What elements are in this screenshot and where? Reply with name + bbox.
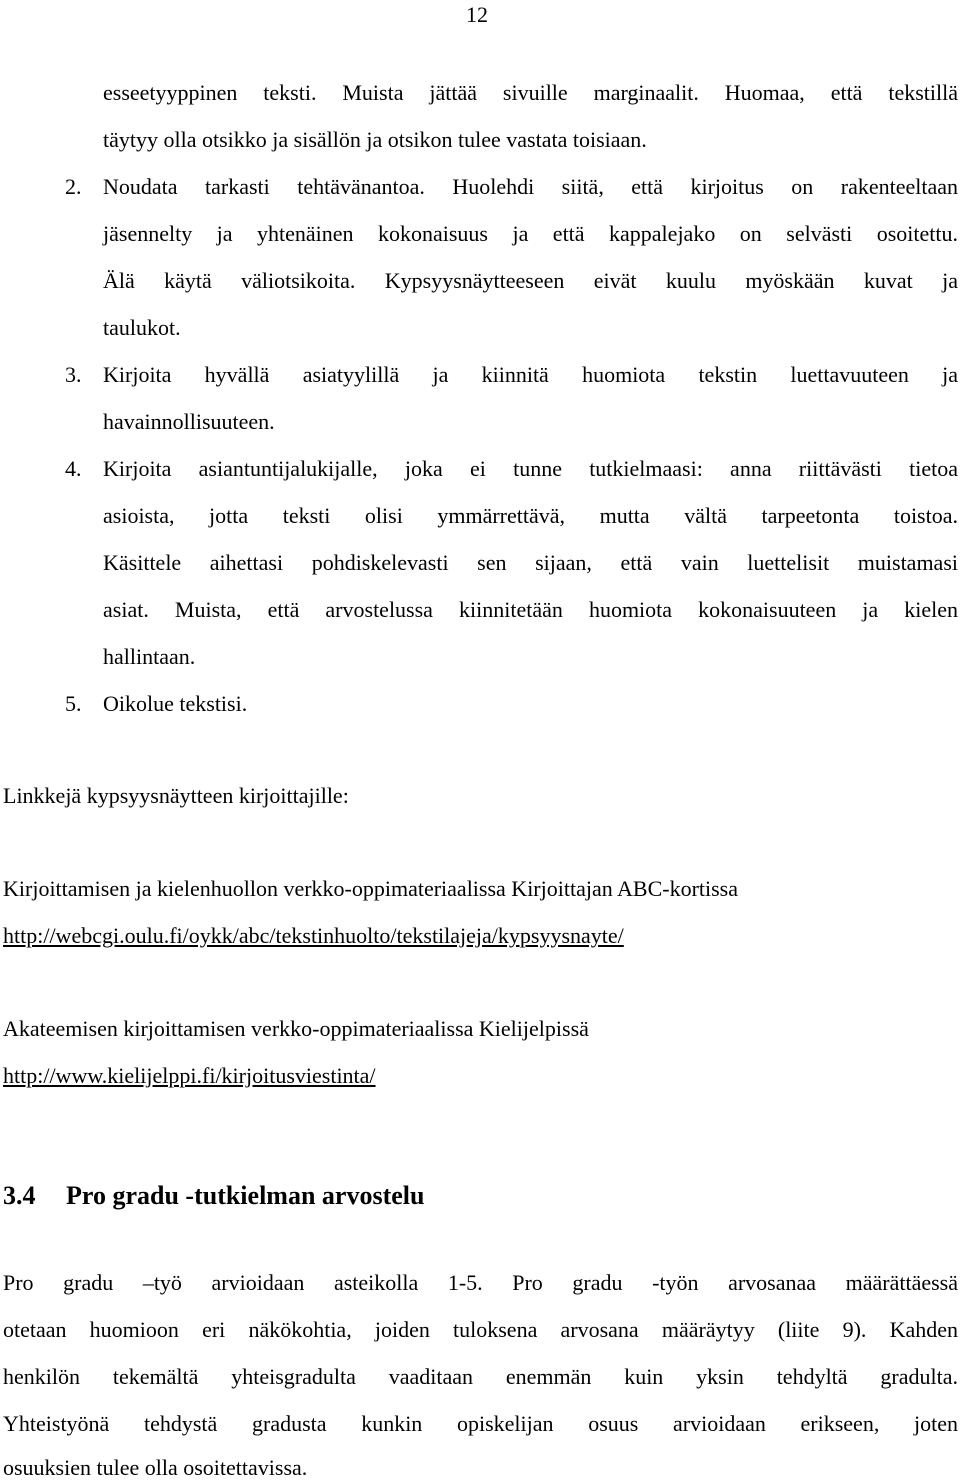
link-url[interactable]: http://www.kielijelppi.fi/kirjoitusviestinta/: [3, 1063, 376, 1088]
paragraph-line: henkilön tekemältä yhteisgradulta vaaditaan enemmän kuin yksin tehdyltä gradulta.: [3, 1364, 958, 1389]
list-item-line: jäsennelty ja yhtenäinen kokonaisuus ja että kappalejako on selvästi osoitettu.: [103, 221, 958, 246]
links-heading: Linkkejä kypsyysnäytteen kirjoittajille:: [3, 783, 349, 808]
section-title: Pro gradu -tutkielman arvostelu: [66, 1181, 425, 1210]
list-item-line: Älä käytä väliotsikoita. Kypsyysnäytteeseen eivät kuulu myöskään kuvat ja: [103, 268, 958, 293]
list-item-line: Kirjoita asiantuntijalukijalle, joka ei tunne tutkielmaasi: anna riittävästi tietoa: [103, 456, 958, 481]
list-item-line: Kirjoita hyvällä asiatyylillä ja kiinnitä huomiota tekstin luettavuuteen ja: [103, 362, 958, 387]
list-item-line: havainnollisuuteen.: [103, 409, 275, 434]
list-item-number: 4.: [65, 456, 82, 481]
list-item-line: Käsittele aihettasi pohdiskelevasti sen sijaan, että vain luettelisit muistamasi: [103, 550, 958, 575]
paragraph-line: osuuksien tulee olla osoitettavissa.: [3, 1455, 308, 1480]
list-item-line: asiat. Muista, että arvostelussa kiinnitetään huomiota kokonaisuuteen ja kielen: [103, 597, 958, 622]
page-number: 12: [466, 2, 488, 27]
paragraph-line: otetaan huomioon eri näkökohtia, joiden tuloksena arvosana määräytyy (liite 9). Kahden: [3, 1317, 958, 1342]
section-heading: [3, 1181, 424, 1211]
continuation-line: täytyy olla otsikko ja sisällön ja otsikon tulee vastata toisiaan.: [103, 127, 647, 152]
paragraph-line: Pro gradu –työ arvioidaan asteikolla 1-5. Pro gradu -työn arvosanaa määrättäessä: [3, 1270, 958, 1295]
list-item-line: Oikolue tekstisi.: [103, 691, 248, 716]
list-item-line: asioista, jotta teksti olisi ymmärrettävä, mutta vältä tarpeetonta toistoa.: [103, 503, 958, 528]
list-item-line: hallintaan.: [103, 644, 196, 669]
continuation-line: esseetyyppinen teksti. Muista jättää sivuille marginaalit. Huomaa, että tekstillä: [103, 80, 958, 105]
section-number: 3.4: [3, 1181, 36, 1210]
link-description: Akateemisen kirjoittamisen verkko-oppimateriaalissa Kielijelpissä: [3, 1016, 589, 1041]
list-item-line: taulukot.: [103, 315, 181, 340]
list-item-number: 2.: [65, 174, 82, 199]
link-description: Kirjoittamisen ja kielenhuollon verkko-oppimateriaalissa Kirjoittajan ABC-kortissa: [3, 876, 739, 901]
list-item-number: 5.: [65, 691, 82, 716]
paragraph-line: Yhteistyönä tehdystä gradusta kunkin opiskelijan osuus arvioidaan erikseen, joten: [3, 1411, 958, 1436]
list-item-number: 3.: [65, 362, 82, 387]
list-item-line: Noudata tarkasti tehtävänantoa. Huolehdi siitä, että kirjoitus on rakenteeltaan: [103, 174, 958, 199]
link-url[interactable]: http://webcgi.oulu.fi/oykk/abc/tekstinhuolto/tekstilajeja/kypsyysnayte/: [3, 923, 624, 948]
